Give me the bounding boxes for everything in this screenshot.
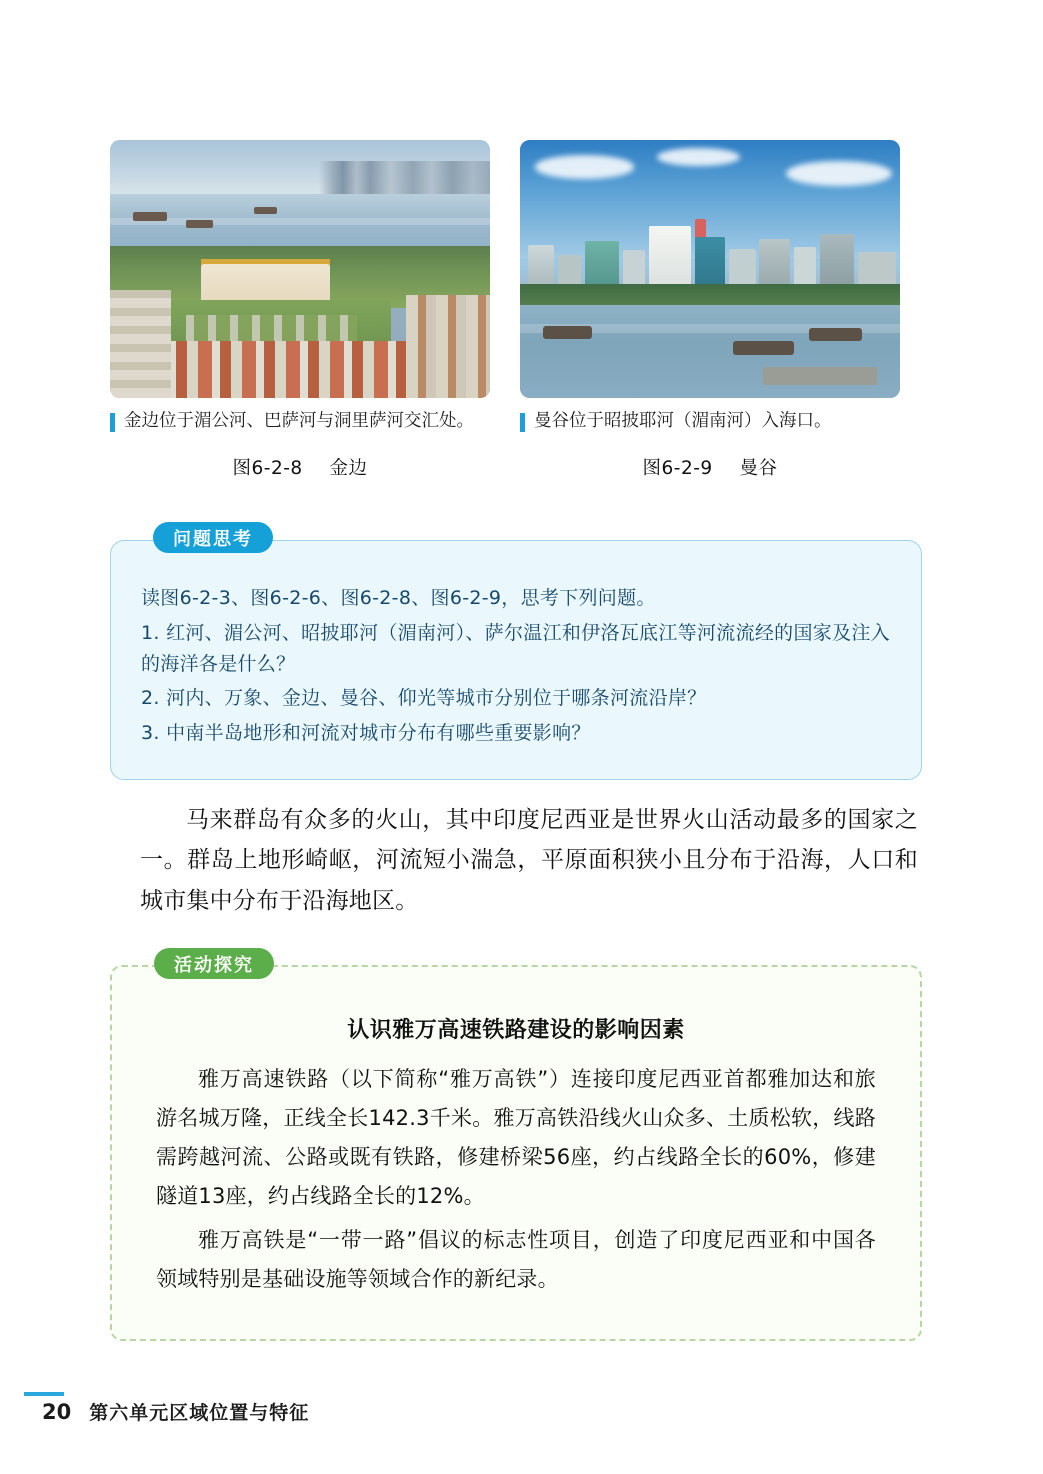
figure-bangkok <box>520 140 900 480</box>
garden-path <box>186 315 357 343</box>
activity-title: 认识雅万高速铁路建设的影响因素 <box>347 1018 685 1043</box>
question-intro: 读图6-2-3、图6-2-6、图6-2-8、图6-2-9，思考下列问题。 <box>141 587 656 609</box>
question-thinking-box <box>110 528 922 780</box>
river-boat <box>733 341 794 355</box>
activity-paragraph-2: 雅万高铁是“一带一路”倡议的标志性项目，创造了印度尼西亚和中国各领域特别是基础设施等领域合作的新纪录。 <box>156 1228 876 1292</box>
activity-box-tag: 活动探究 <box>154 948 274 979</box>
river-barge <box>186 220 213 228</box>
river-region <box>110 194 490 253</box>
caption-text: 曼谷位于昭披耶河（湄南河）入海口。 <box>534 411 832 431</box>
figure-caption <box>110 410 490 434</box>
caption-bar-icon <box>110 413 115 432</box>
cloud <box>535 155 634 178</box>
river-barge <box>254 207 277 214</box>
figure-label-name: 金边 <box>329 457 368 479</box>
figure-phnom-penh <box>110 140 490 480</box>
question-item-2: 2. 河内、万象、金边、曼谷、仰光等城市分别位于哪条河流沿岸？ <box>141 687 707 710</box>
city-block-left <box>110 290 171 398</box>
figure-caption <box>520 410 900 434</box>
activity-exploration-box <box>110 954 922 1341</box>
figure-label <box>110 454 490 480</box>
question-item-3: 3. 中南半岛地形和河流对城市分布有哪些重要影响？ <box>141 722 591 745</box>
cloud <box>657 148 741 166</box>
figure-label-name: 曼谷 <box>739 457 778 479</box>
bangkok-riverfront-photo <box>520 140 900 398</box>
page-footer <box>42 1398 309 1425</box>
river-boat <box>809 328 862 341</box>
royal-palace <box>201 264 330 305</box>
figure-label-code: 图6-2-9 <box>642 457 713 479</box>
footer-rule <box>24 1392 64 1396</box>
question-box-tag: 问题思考 <box>153 522 273 553</box>
footer-unit: 第六单元 <box>89 1402 170 1424</box>
caption-text: 金边位于湄公河、巴萨河与洞里萨河交汇处。 <box>124 411 474 431</box>
figure-row <box>110 140 900 480</box>
body-paragraph: 马来群岛有众多的火山，其中印度尼西亚是世界火山活动最多的国家之一。群岛上地形崎岖，河流短小湍急，平原面积狭小且分布于沿海，人口和城市集中分布于沿海地区。 <box>140 807 918 914</box>
pier-structure <box>763 367 877 385</box>
page-number: 20 <box>42 1400 72 1424</box>
river-boat <box>543 326 592 339</box>
question-item-1: 1. 红河、湄公河、昭披耶河（湄南河）、萨尔温江和伊洛瓦底江等河流流经的国家及注入的海洋各是什么？ <box>141 621 890 675</box>
footer-section: 区域位置与特征 <box>169 1402 310 1424</box>
figure-label <box>520 454 900 480</box>
caption-bar-icon <box>520 413 525 432</box>
figure-label-code: 图6-2-8 <box>232 457 303 479</box>
city-block-right <box>406 295 490 398</box>
river-barge <box>133 212 167 221</box>
phnom-penh-aerial-photo <box>110 140 490 398</box>
activity-paragraph-1: 雅万高速铁路（以下简称“雅万高铁”）连接印度尼西亚首都雅加达和旅游名城万隆，正线全长142.3千米。雅万高铁沿线火山众多、土质松软，线路需跨越河流、公路或既有铁路，修建桥梁56座，约占线路全长的60%，修建隧道13座，约占线路全长的12%。 <box>156 1067 876 1208</box>
